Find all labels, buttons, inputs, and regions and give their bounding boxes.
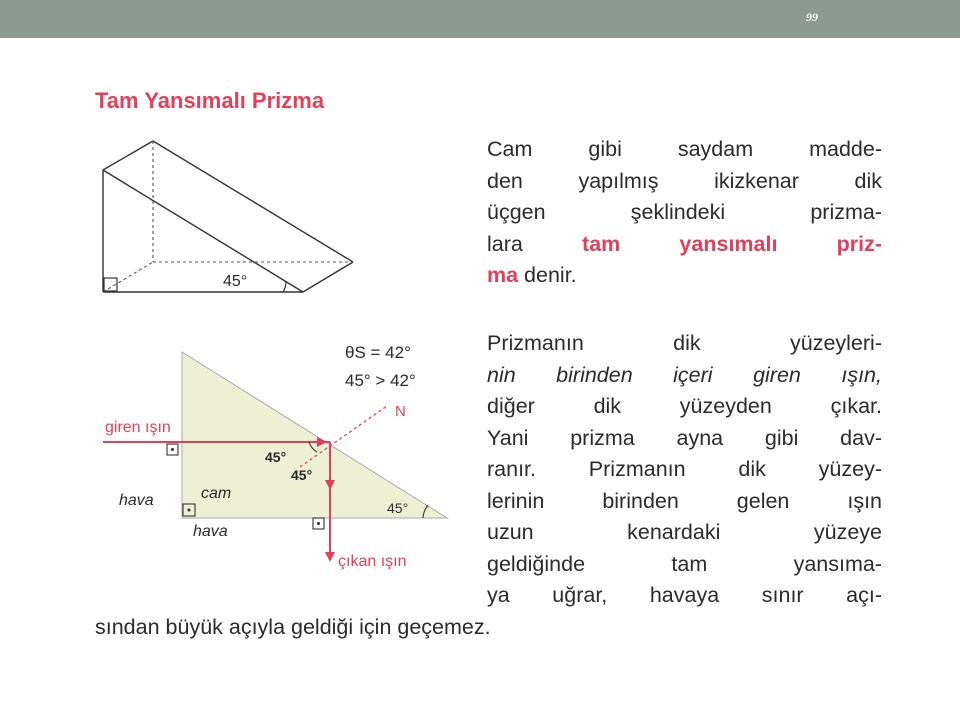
explanation-line-7: uzun kenardaki yüzeye bbox=[487, 520, 882, 544]
definition-line-5-text: denir. bbox=[518, 263, 577, 287]
ray-diagram-figure bbox=[95, 330, 475, 590]
definition-line-5 bbox=[487, 260, 882, 292]
corner-angle-label: 45° bbox=[387, 500, 409, 516]
reflection-angle-label: 45° bbox=[291, 467, 313, 483]
definition-line-3: üçgen şeklindeki prizma- bbox=[487, 200, 882, 224]
glass-medium-label: cam bbox=[201, 485, 232, 502]
normal-label: N bbox=[395, 403, 406, 420]
page-number: 99 bbox=[806, 10, 818, 24]
incoming-ray-label: giren ışın bbox=[105, 419, 171, 436]
outgoing-ray-arrow bbox=[325, 552, 335, 562]
explanation-line-3: diğer dik yüzeyden çıkar. bbox=[487, 394, 882, 418]
explanation-paragraph bbox=[487, 328, 882, 612]
prism-hidden-depth-edge bbox=[103, 262, 153, 292]
explanation-line-6: lerinin birinden gelen ışın bbox=[487, 488, 882, 513]
definition-line-2: den yapılmış ikizkenar dik bbox=[487, 168, 882, 193]
prism-angle-label: 45° bbox=[223, 273, 248, 290]
section-title: Tam Yansımalı Prizma bbox=[95, 88, 325, 113]
explanation-line-8: geldiğinde tam yansıma- bbox=[487, 551, 882, 576]
prism-top-edge bbox=[103, 141, 153, 170]
incidence-angle-label: 45° bbox=[265, 449, 287, 465]
highlighted-term-part2: ma bbox=[487, 263, 519, 287]
outside-medium-label: hava bbox=[119, 492, 154, 509]
prism-right-edge bbox=[303, 262, 353, 292]
explanation-line-10: sından büyük açıyla geldiği için geçemez. bbox=[95, 615, 491, 639]
angle-arc bbox=[283, 282, 286, 292]
definition-line-4 bbox=[487, 229, 882, 261]
explanation-line-1: Prizmanın dik yüzeyleri- bbox=[487, 331, 882, 355]
outgoing-ray-label: çıkan ışın bbox=[338, 553, 407, 570]
prism-3d-figure bbox=[95, 135, 365, 300]
explanation-line-5: ranır. Prizmanın dik yüzey- bbox=[487, 457, 882, 481]
highlighted-term-part1: tam yansımalı priz- bbox=[582, 231, 882, 256]
critical-angle-label: θS = 42° bbox=[345, 343, 411, 362]
explanation-line-2: nin birinden içeri giren ışın, bbox=[487, 362, 882, 387]
prism-back-hypotenuse bbox=[153, 141, 353, 262]
definition-line-4-text: lara bbox=[487, 231, 583, 256]
explanation-line-9: ya uğrar, havaya sınır açı- bbox=[487, 583, 882, 607]
explanation-line-4: Yani prizma ayna gibi dav- bbox=[487, 425, 882, 450]
angle-comparison-label: 45° > 42° bbox=[345, 371, 416, 390]
definition-line-1: Cam gibi saydam madde- bbox=[487, 137, 882, 161]
bottom-medium-label: hava bbox=[193, 523, 228, 540]
definition-paragraph bbox=[487, 134, 882, 292]
slide-header-bar bbox=[0, 0, 960, 38]
prism-front-hypotenuse bbox=[103, 170, 303, 292]
